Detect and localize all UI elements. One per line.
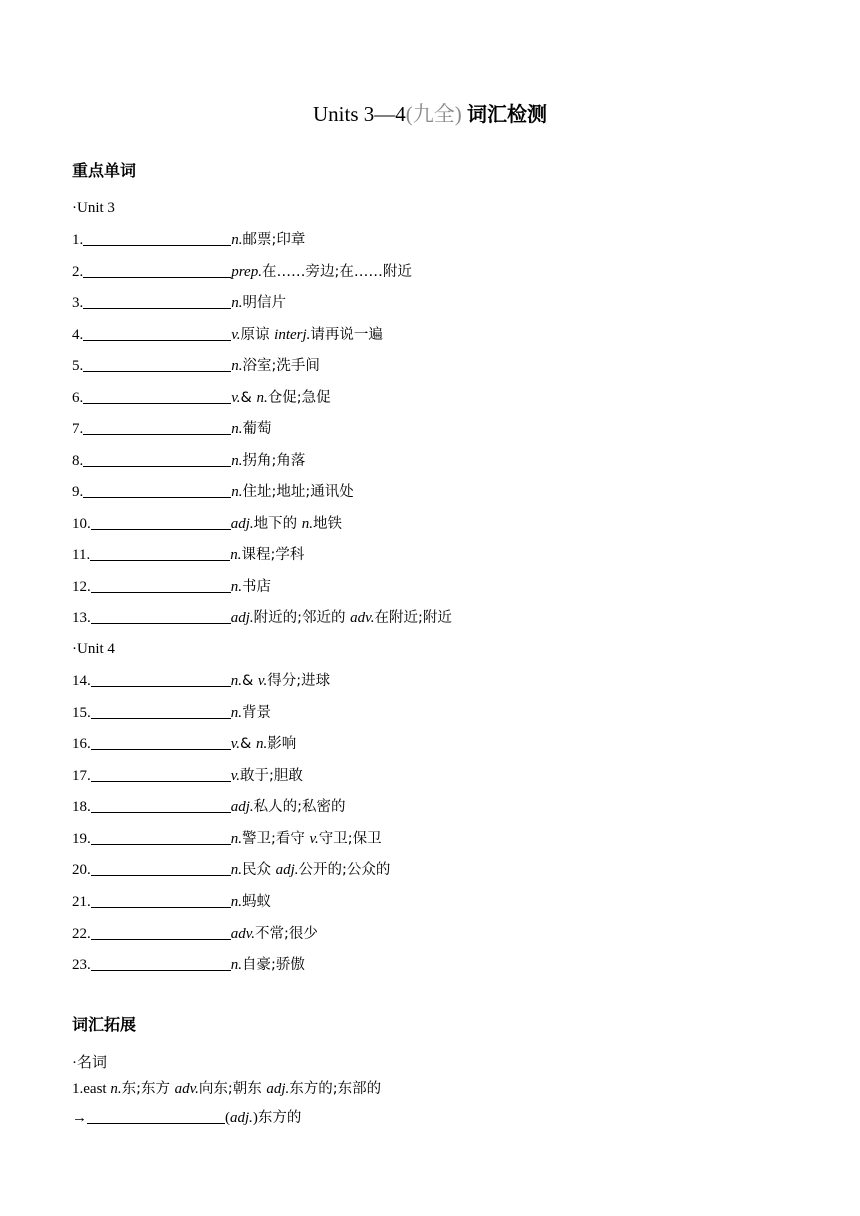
- answer-blank[interactable]: [83, 324, 231, 341]
- answer-blank[interactable]: [91, 796, 231, 813]
- section-heading-extension: 词汇拓展: [72, 1015, 137, 1034]
- vocab-row: 15. n.背景: [72, 702, 271, 724]
- answer-blank[interactable]: [91, 923, 231, 940]
- vocab-row: 23. n.自豪;骄傲: [72, 954, 305, 976]
- vocab-row: 20. n.民众 adj.公开的;公众的: [72, 859, 390, 881]
- vocab-row: 12. n.书店: [72, 576, 271, 598]
- vocab-row: 17. v.敢于;胆敢: [72, 765, 303, 787]
- answer-blank[interactable]: [91, 859, 231, 876]
- vocab-row: 22. adv.不常;很少: [72, 923, 318, 945]
- answer-blank[interactable]: [91, 891, 231, 908]
- vocab-row: 6. v.& n.仓促;急促: [72, 387, 331, 409]
- extension-row-1: 1.east n.东;东方 adv.向东;朝东 adj.东方的;东部的: [72, 1081, 382, 1097]
- unit4-label: ·Unit 4: [72, 641, 115, 657]
- answer-blank[interactable]: [83, 450, 231, 467]
- answer-blank[interactable]: [87, 1107, 225, 1124]
- vocab-row: 5. n.浴室;洗手间: [72, 355, 320, 377]
- unit3-label: ·Unit 3: [72, 200, 115, 216]
- answer-blank[interactable]: [91, 954, 231, 971]
- answer-blank[interactable]: [91, 733, 231, 750]
- vocab-row: 19. n.警卫;看守 v.守卫;保卫: [72, 828, 382, 850]
- vocab-row: 3. n.明信片: [72, 292, 286, 314]
- vocab-row: 7. n.葡萄: [72, 418, 272, 440]
- vocab-row: 11. n.课程;学科: [72, 544, 304, 566]
- answer-blank[interactable]: [91, 576, 231, 593]
- vocab-row: 2. prep.在……旁边;在……附近: [72, 261, 412, 283]
- answer-blank[interactable]: [91, 765, 231, 782]
- vocab-row: 21. n.蚂蚁: [72, 891, 271, 913]
- vocab-row: 4. v.原谅 interj.请再说一遍: [72, 324, 383, 346]
- vocab-row: 9. n.住址;地址;通讯处: [72, 481, 354, 503]
- extension-answer-row-1: → (adj.)东方的: [72, 1107, 301, 1129]
- vocab-row: 16. v.& n.影响: [72, 733, 296, 755]
- noun-label: ·名词: [72, 1055, 107, 1071]
- answer-blank[interactable]: [91, 607, 231, 624]
- answer-blank[interactable]: [83, 355, 231, 372]
- title-topic: 词汇检测: [467, 102, 547, 126]
- answer-blank[interactable]: [91, 513, 231, 530]
- title-units: Units 3—4: [312, 102, 406, 126]
- answer-blank[interactable]: [90, 544, 230, 561]
- vocab-row: 10. adj.地下的 n.地铁: [72, 513, 342, 535]
- answer-blank[interactable]: [91, 670, 231, 687]
- section-heading-key-words: 重点单词: [72, 161, 137, 180]
- answer-blank[interactable]: [91, 828, 231, 845]
- answer-blank[interactable]: [83, 387, 231, 404]
- vocab-row: 1. n.邮票;印章: [72, 229, 305, 251]
- vocab-row: 13. adj.附近的;邻近的 adv.在附近;附近: [72, 607, 452, 629]
- answer-blank[interactable]: [91, 702, 231, 719]
- answer-blank[interactable]: [83, 229, 231, 246]
- vocab-row: 14. n.& v.得分;进球: [72, 670, 330, 692]
- page-title: [0, 98, 860, 128]
- vocab-row: 8. n.拐角;角落: [72, 450, 305, 472]
- title-grade: (九全): [405, 102, 462, 126]
- vocab-row: 18. adj.私人的;私密的: [72, 796, 346, 818]
- answer-blank[interactable]: [83, 481, 231, 498]
- answer-blank[interactable]: [83, 261, 231, 278]
- answer-blank[interactable]: [83, 418, 231, 435]
- answer-blank[interactable]: [83, 292, 231, 309]
